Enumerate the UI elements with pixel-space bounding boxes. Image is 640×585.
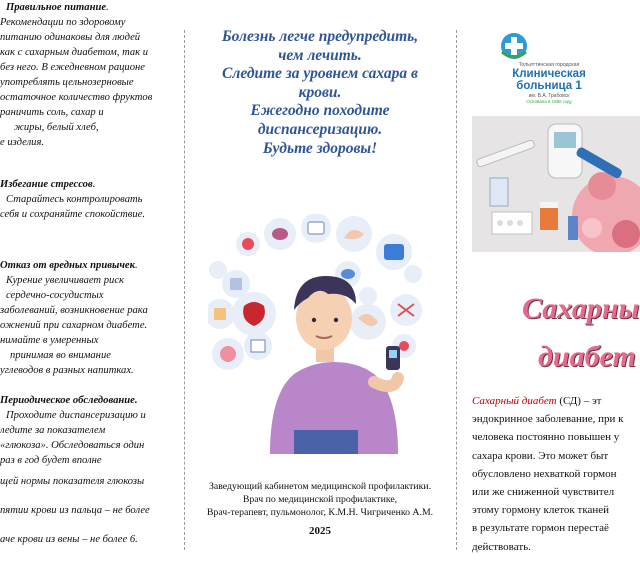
- stress-line: себя и сохраняйте спокойствие.: [0, 209, 146, 220]
- logo-line-1: Клиническая: [512, 68, 586, 80]
- habits-line: принимая во внимание: [10, 350, 111, 361]
- definition-line: в результате гормон перестаё: [472, 522, 609, 535]
- slogan-line: Будьте здоровы!: [262, 139, 378, 157]
- diabetes-supplies-photo: [472, 116, 640, 252]
- exam-line: Проходите диспансеризацию и: [6, 410, 146, 421]
- habits-line: нимайте в умеренных: [0, 335, 99, 346]
- slogan-line: чем лечить.: [278, 46, 362, 64]
- slogan-line: диспансеризацию.: [257, 120, 383, 138]
- definition-line: сахара крови. Это может быт: [472, 449, 609, 462]
- norm-line: щей нормы показателя глюкозы: [0, 476, 145, 487]
- right-column: [458, 0, 640, 585]
- slogan: [186, 28, 454, 158]
- nutrition-line: употреблять цельнозерновые: [0, 77, 134, 88]
- health-illustration: [208, 214, 434, 454]
- nutrition-section: Правильное питание. Рекомендации по здоровому питанию одинаковы для людей как с сахарным диабетом, так и без него. В ежедневном рационе употреблять цельнозерновые остаточное количество фруктов раничить соль, сахар и жиры, белый хлеб, е изделия.: [0, 0, 182, 150]
- author-line: Врач по медицинской профилактике,: [242, 494, 398, 505]
- definition-lead: Сахарный диабет: [472, 395, 557, 407]
- fold-divider: [456, 30, 457, 550]
- slogan-line: Ежегодно походите: [250, 102, 390, 120]
- logo-line-2: больница 1: [516, 80, 582, 92]
- definition-line: эндокринное заболевание, при к: [472, 413, 624, 426]
- exam-heading: Периодическое обследование.: [0, 395, 138, 406]
- diabetes-definition: Сахарный диабет (СД) – эт эндокринное заболевание, при к человека постоянно повышен у сахара крови. Это может быт обусловлено нехваткой гормон или же сниженной чувствител этому гормону клеток тканей в результате гормон перестаё действовать.: [472, 392, 640, 556]
- definition-line: действовать.: [472, 540, 531, 553]
- left-column: [0, 0, 182, 585]
- logo-tiny-text: Основана в 1956 году: [526, 99, 572, 104]
- author-line: Заведующий кабинетом медицинской профилактики.: [208, 481, 432, 492]
- habits-heading: Отказ от вредных привычек: [0, 260, 135, 271]
- definition-line: обусловлено нехваткой гормон: [472, 467, 617, 480]
- middle-column: [186, 0, 454, 585]
- man-figure: [270, 276, 400, 454]
- logo-sub-text: им. В.А. Грабовск: [528, 93, 570, 99]
- stress-line: Старайтесь контролировать: [6, 194, 143, 205]
- stress-heading: Избегание стрессов: [0, 179, 93, 190]
- habits-line: углеводов в разных напитках.: [0, 365, 134, 376]
- nutrition-line: остаточное количество фруктов: [0, 92, 153, 103]
- habits-line: ожнений при сахарном диабете.: [0, 320, 148, 331]
- habits-line: сердечно-сосудистых: [6, 290, 104, 301]
- nutrition-line: жиры, белый хлеб,: [14, 122, 99, 133]
- year: 2025: [309, 525, 331, 537]
- habits-line: заболеваний, возникновение рака: [0, 305, 148, 316]
- nutrition-heading: Правильное питание: [6, 2, 107, 13]
- brochure-title-line-1: Сахарны: [522, 292, 640, 325]
- logo-small-text: Тольяттинская городская: [518, 62, 580, 68]
- slogan-line: Болезнь легче предупредить,: [221, 28, 419, 45]
- exam-line: «глюкоза». Обследоваться один: [0, 440, 145, 451]
- exam-line: раз в год будет вполне: [0, 455, 102, 466]
- slogan-line: крови.: [298, 83, 342, 101]
- exam-line: ледите за показателем: [0, 425, 106, 436]
- definition-line: или же сниженной чувствител: [472, 486, 615, 499]
- definition-line: этому гормону клеток тканей: [472, 504, 610, 517]
- nutrition-line: раничить соль, сахар и: [0, 107, 104, 118]
- fold-divider: [184, 30, 185, 550]
- brochure-title-line-2: диабет: [538, 340, 636, 373]
- author-line: Врач-терапевт, пульмонолог, К.М.Н. Чигриченко А.М.: [206, 507, 434, 518]
- norm-line: пятии крови из пальца – не более: [0, 505, 150, 516]
- nutrition-line: е изделия.: [0, 137, 45, 148]
- habits-line: Курение увеличивает риск: [6, 275, 124, 286]
- author-block: [186, 480, 454, 519]
- stress-section: Избегание стрессов. Старайтесь контролировать себя и сохраняйте спокойствие.: [0, 177, 182, 222]
- nutrition-line: Рекомендации по здоровому: [0, 17, 126, 28]
- hospital-logo-icon: [499, 32, 529, 60]
- nutrition-line: как с сахарным диабетом, так и: [0, 47, 149, 58]
- nutrition-line: питанию одинаковы для людей: [0, 32, 141, 43]
- norm-line: аче крови из вены – не более 6.: [0, 534, 138, 545]
- slogan-line: Следите за уровнем сахара в: [222, 65, 418, 83]
- nutrition-line: без него. В ежедневном рационе: [0, 62, 145, 73]
- exam-section: [0, 393, 182, 468]
- habits-section: Отказ от вредных привычек. Курение увеличивает риск сердечно-сосудистых заболеваний, возникновение рака ожнений при сахарном диабете. нимайте в умеренных принимая во внимание углеводов в разных напитках.: [0, 258, 182, 378]
- definition-line: человека постоянно повышен у: [472, 431, 620, 444]
